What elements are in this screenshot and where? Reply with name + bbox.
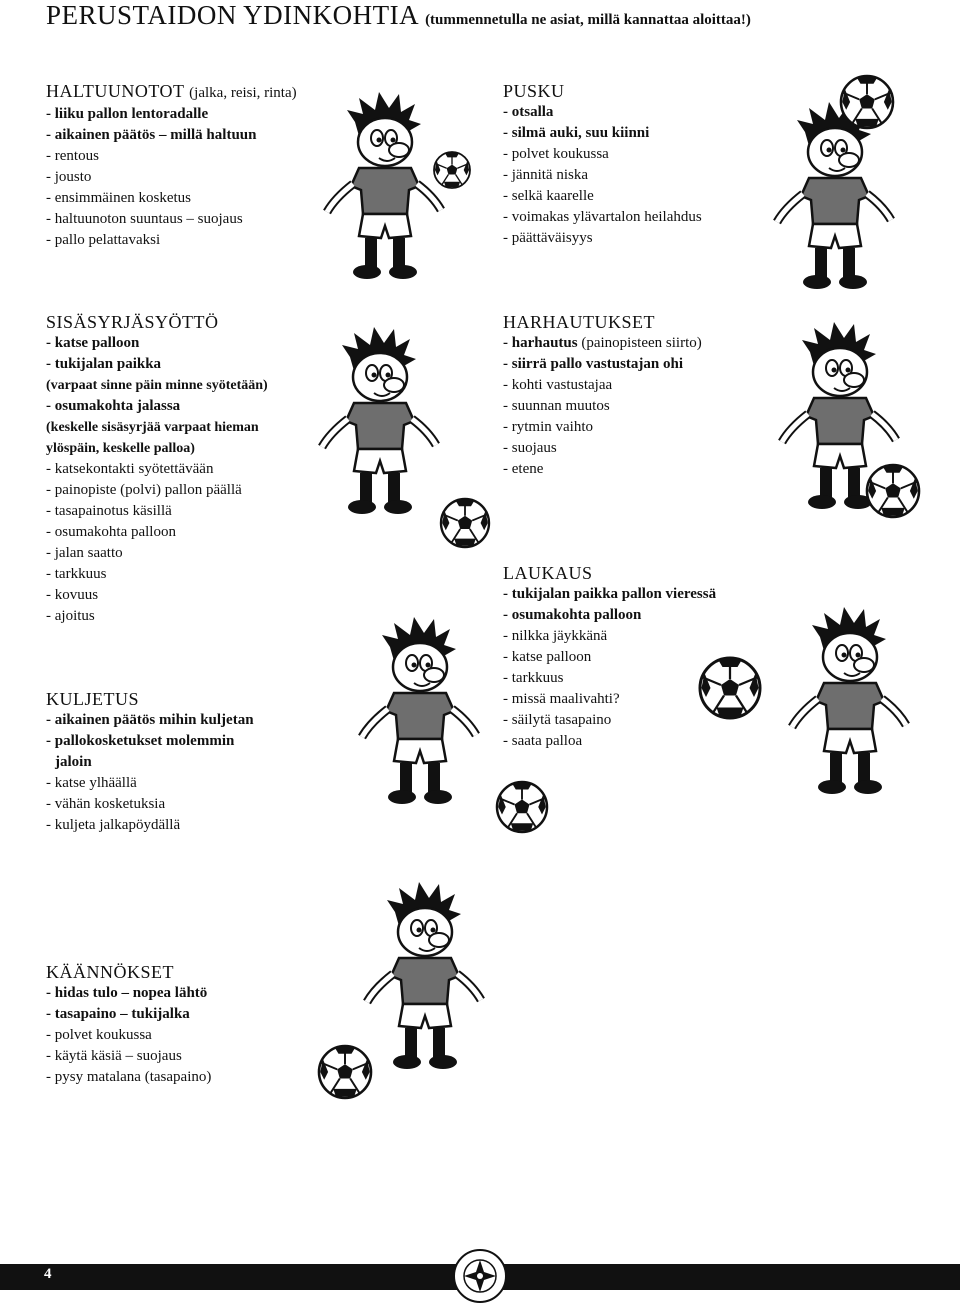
list-item: - suunnan muutos	[503, 398, 610, 414]
list-item: - haltuunoton suuntaus – suojaus	[46, 211, 243, 227]
illustration-kaannokset	[300, 860, 530, 1110]
page-title-subtitle: (tummennetulla ne asiat, millä kannattaa aloittaa!)	[425, 12, 751, 28]
list-item: - voimakas ylävartalon heilahdus	[503, 209, 702, 225]
list-item: - silmä auki, suu kiinni	[503, 125, 650, 141]
list-item: ylöspäin, keskelle palloa)	[46, 441, 195, 456]
list-item: - tukijalan paikka	[46, 356, 162, 372]
section-heading: KULJETUS	[46, 689, 139, 709]
section-heading: HARHAUTUKSET	[503, 312, 655, 332]
list-item: - tarkkuus	[46, 566, 107, 582]
illustration-pusku	[755, 70, 955, 290]
list-item: - katse palloon	[503, 649, 592, 665]
list-item: - pallo pelattavaksi	[46, 232, 161, 248]
list-item: - kuljeta jalkapöydällä	[46, 817, 181, 833]
list-item: - harhautus (painopisteen siirto)	[503, 335, 702, 351]
list-item: - katse ylhäällä	[46, 775, 137, 791]
list-item: - jalan saatto	[46, 545, 123, 561]
section-kuljetus	[46, 688, 254, 836]
list-item: - rytmin vaihto	[503, 419, 593, 435]
list-item: - ensimmäinen kosketus	[46, 190, 191, 206]
list-item: - pallokosketukset molemmin	[46, 733, 235, 749]
illustration-laukaus	[690, 590, 950, 800]
illustration-kuljetus	[290, 595, 550, 845]
list-item: - polvet koukussa	[503, 146, 609, 162]
list-item: - painopiste (polvi) pallon päällä	[46, 482, 242, 498]
list-item: - osumakohta palloon	[46, 524, 176, 540]
list-item: - jännitä niska	[503, 167, 588, 183]
section-heading: HALTUUNOTOT (jalka, reisi, rinta)	[46, 81, 297, 101]
list-item: - säilytä tasapaino	[503, 712, 612, 728]
list-item: - tasapainotus käsillä	[46, 503, 172, 519]
list-item: - päättäväisyys	[503, 230, 593, 246]
list-item: - tarkkuus	[503, 670, 564, 686]
list-item: - aikainen päätös – millä haltuun	[46, 127, 257, 143]
section-heading: LAUKAUS	[503, 563, 593, 583]
list-item: - siirrä pallo vastustajan ohi	[503, 356, 684, 372]
list-item: - jousto	[46, 169, 92, 185]
list-item: - pysy matalana (tasapaino)	[46, 1069, 212, 1085]
list-item: - polvet koukussa	[46, 1027, 152, 1043]
illustration-sisasyrjasyotto	[300, 305, 500, 555]
list-item: - hidas tulo – nopea lähtö	[46, 985, 208, 1001]
illustration-haltuunotto	[290, 70, 500, 290]
list-item: - liiku pallon lentoradalle	[46, 106, 209, 122]
illustration-harhautukset	[755, 305, 955, 525]
list-item: - otsalla	[503, 104, 554, 120]
list-item: - kohti vastustajaa	[503, 377, 613, 393]
section-sisasyrjasyotto	[46, 311, 268, 627]
list-item: - katse palloon	[46, 335, 140, 351]
list-item: - katsekontakti syötettävään	[46, 461, 214, 477]
list-item: - käytä käsiä – suojaus	[46, 1048, 182, 1064]
section-pusku	[503, 80, 702, 249]
list-item: - osumakohta palloon	[503, 607, 642, 623]
list-item: - tukijalan paikka pallon vieressä	[503, 586, 717, 602]
list-item: - nilkka jäykkänä	[503, 628, 608, 644]
list-item: - vähän kosketuksia	[46, 796, 166, 812]
list-item: - rentous	[46, 148, 99, 164]
page-title	[46, 0, 751, 31]
list-item: - osumakohta jalassa	[46, 398, 181, 414]
section-harhautukset	[503, 311, 702, 480]
section-heading: PUSKU	[503, 81, 565, 101]
list-item: - suojaus	[503, 440, 557, 456]
list-item: - kovuus	[46, 587, 99, 603]
list-item: - missä maalivahti?	[503, 691, 620, 707]
section-heading: KÄÄNNÖKSET	[46, 962, 174, 982]
list-item: - etene	[503, 461, 544, 477]
section-heading: SISÄSYRJÄSYÖTTÖ	[46, 312, 219, 332]
list-item: - selkä kaarelle	[503, 188, 594, 204]
list-item: (keskelle sisäsyrjää varpaat hieman	[46, 420, 259, 435]
list-item: jaloin	[55, 754, 92, 770]
list-item: - saata palloa	[503, 733, 583, 749]
club-logo-icon	[452, 1248, 508, 1304]
list-item: - tasapaino – tukijalka	[46, 1006, 190, 1022]
list-item: (varpaat sinne päin minne syötetään)	[46, 378, 268, 393]
section-kaannokset	[46, 961, 211, 1088]
page-number: 4	[44, 1266, 52, 1282]
section-haltuunotot	[46, 80, 297, 251]
list-item: - aikainen päätös mihin kuljetan	[46, 712, 254, 728]
list-item: - ajoitus	[46, 608, 95, 624]
page-title-main: PERUSTAIDON YDINKOHTIA	[46, 0, 420, 30]
